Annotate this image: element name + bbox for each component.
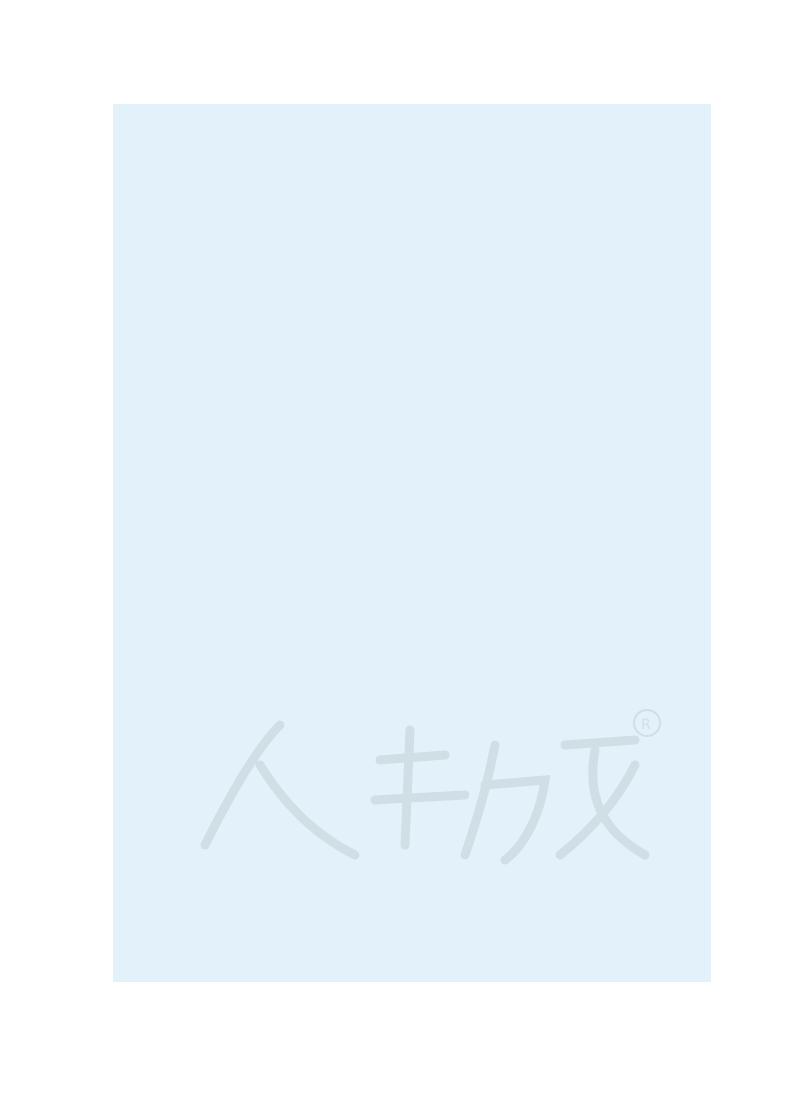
page-footer <box>700 1012 708 1030</box>
exercise-content <box>128 118 698 131</box>
svg-text:R: R <box>641 717 651 733</box>
publisher-watermark-logo <box>165 705 665 875</box>
